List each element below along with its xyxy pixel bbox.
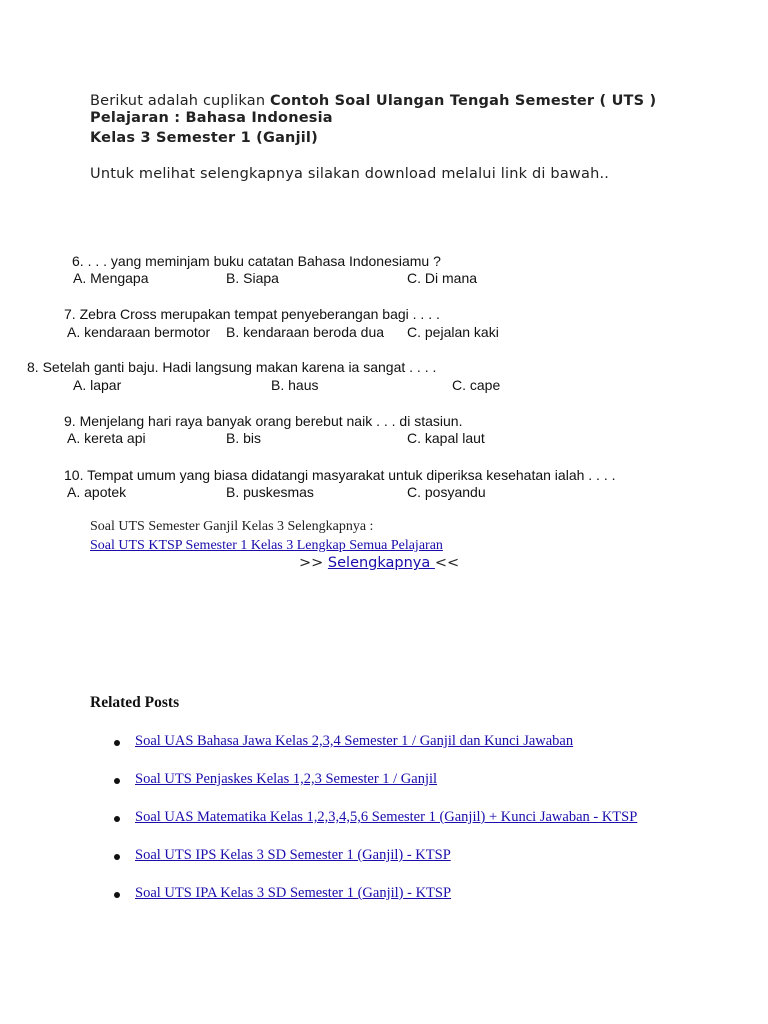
question-7: 7. Zebra Cross merupakan tempat penyeberangan bagi . . . .: [64, 306, 440, 322]
download-note: Untuk melihat selengkapnya silakan download melalui link di bawah..: [90, 166, 610, 182]
option-7-a: A. kendaraan bermotor: [67, 324, 211, 340]
option-9-a: A. kereta api: [67, 430, 146, 446]
option-10-c: C. posyandu: [407, 484, 486, 500]
related-post-link-5[interactable]: Soal UTS IPA Kelas 3 SD Semester 1 (Ganjil) - KTSP: [135, 885, 452, 901]
arrow-left: >>: [299, 555, 328, 571]
selengkapnya-line: [299, 555, 459, 571]
option-10-a: A. apotek: [67, 484, 127, 500]
option-7-b: B. kendaraan beroda dua: [226, 324, 385, 340]
bullet-icon: [114, 740, 120, 746]
related-post-link-2[interactable]: Soal UTS Penjaskes Kelas 1,2,3 Semester 1 / Ganjil: [135, 771, 438, 787]
option-6-a: A. Mengapa: [73, 270, 149, 286]
arrow-right: <<: [434, 555, 460, 571]
option-9-b: B. bis: [226, 430, 262, 446]
question-10: 10. Tempat umum yang biasa didatangi masyarakat untuk diperiksa kesehatan ialah . . . .: [64, 467, 616, 483]
bullet-icon: [114, 816, 120, 822]
document-title: Contoh Soal Ulangan Tengah Semester ( UTS ): [270, 93, 657, 109]
option-9-c: C. kapal laut: [407, 430, 485, 446]
question-8: 8. Setelah ganti baju. Hadi langsung makan karena ia sangat . . . .: [27, 359, 437, 375]
option-10-b: B. puskesmas: [226, 484, 314, 500]
question-9: 9. Menjelang hari raya banyak orang berebut naik . . . di stasiun.: [64, 413, 463, 429]
intro-text: Berikut adalah cuplikan: [90, 93, 271, 109]
option-6-b: B. Siapa: [226, 270, 279, 286]
option-8-c: C. cape: [452, 377, 501, 393]
option-8-b: B. haus: [271, 377, 319, 393]
class-line: Kelas 3 Semester 1 (Ganjil): [90, 130, 318, 146]
bullet-icon: [114, 854, 120, 860]
question-6: 6. . . . yang meminjam buku catatan Bahasa Indonesiamu ?: [72, 253, 441, 269]
option-6-c: C. Di mana: [407, 270, 478, 286]
more-label: Soal UTS Semester Ganjil Kelas 3 Selengkapnya :: [90, 519, 374, 534]
related-post-link-1[interactable]: Soal UAS Bahasa Jawa Kelas 2,3,4 Semester 1 / Ganjil dan Kunci Jawaban: [135, 733, 574, 749]
more-link[interactable]: Soal UTS KTSP Semester 1 Kelas 3 Lengkap Semua Pelajaran: [90, 538, 443, 553]
related-post-link-4[interactable]: Soal UTS IPS Kelas 3 SD Semester 1 (Ganjil) - KTSP: [135, 847, 451, 863]
selengkapnya-link[interactable]: Selengkapnya: [327, 555, 435, 571]
related-post-link-3[interactable]: Soal UAS Matematika Kelas 1,2,3,4,5,6 Semester 1 (Ganjil) + Kunci Jawaban - KTSP: [135, 809, 638, 825]
related-posts-title: Related Posts: [90, 694, 180, 711]
option-7-c: C. pejalan kaki: [407, 324, 499, 340]
bullet-icon: [114, 892, 120, 898]
intro-line-1: [90, 93, 656, 109]
option-8-a: A. lapar: [73, 377, 122, 393]
subject-line: Pelajaran : Bahasa Indonesia: [90, 110, 333, 126]
bullet-icon: [114, 778, 120, 784]
